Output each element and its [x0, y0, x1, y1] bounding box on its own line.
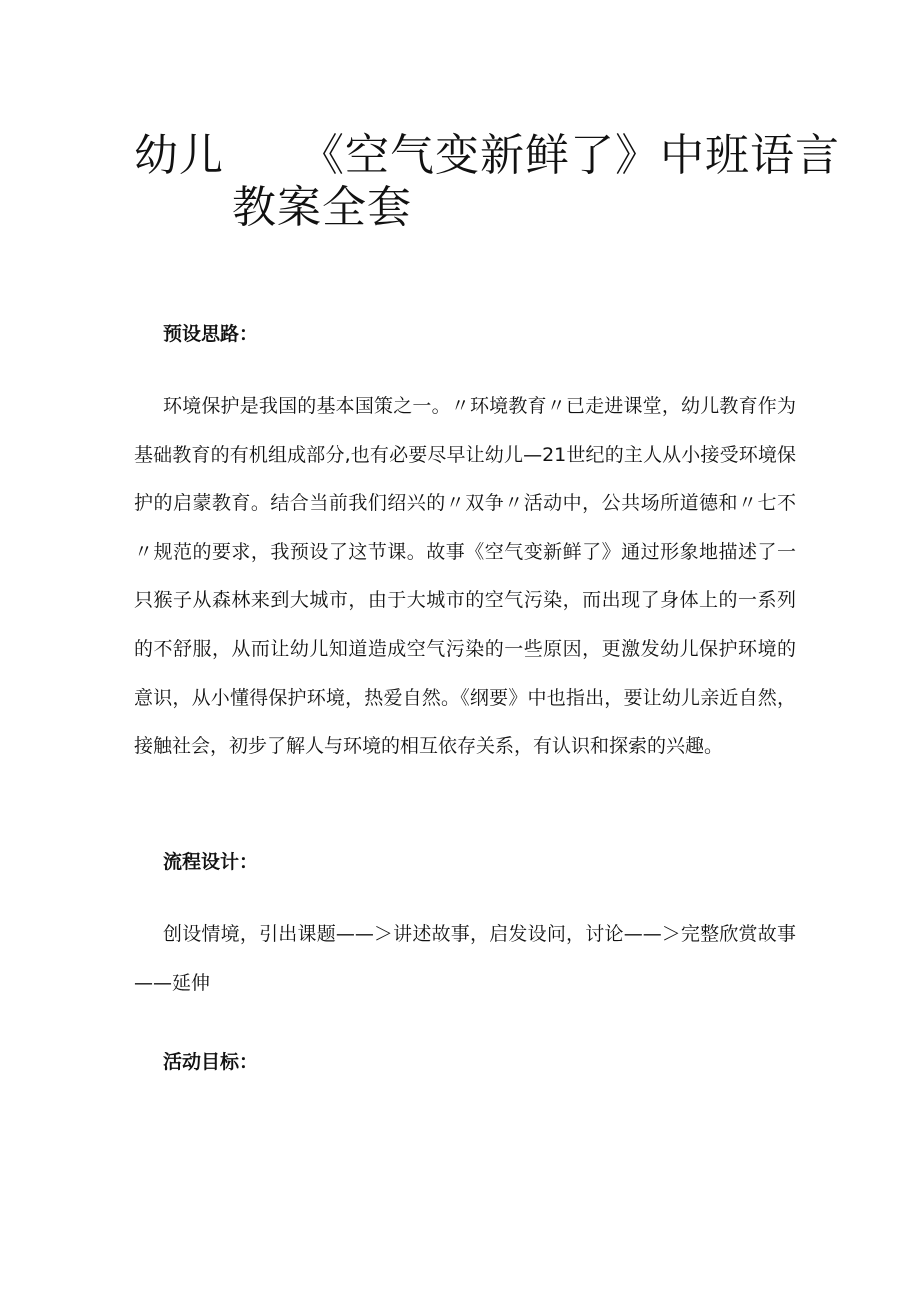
section-body-preset-idea: 环境保护是我国的基本国策之一。〃环境教育〃已走进课堂，幼儿教育作为基础教育的有机组成部分,也有必要尽早让幼儿—21世纪的主人从小接受环境保护的启蒙教育。结合当前我们绍兴的〃双争〃活动中，公共场所道德和〃七不〃规范的要求，我预设了这节课。故事《空气变新鲜了》通过形象地描述了一只猴子从森林来到大城市，由于大城市的空气污染，而出现了身体上的一系列的不舒服，从而让幼儿知道造成空气污染的一些原因，更激发幼儿保护环境的意识，从小懂得保护环境，热爱自然。《纲要》中也指出，要让幼儿亲近自然，接触社会，初步了解人与环境的相互依存关系，有认识和探索的兴趣。 — [134, 395, 796, 758]
section-heading-preset-idea: 预设思路： — [163, 323, 259, 345]
title-line-2: 教案全套 — [232, 182, 412, 233]
title-line-1-part-1: 幼儿 — [134, 130, 224, 181]
section-heading-process-design: 流程设计： — [163, 851, 259, 873]
section-heading-activity-goals: 活动目标： — [163, 1051, 259, 1073]
title-line-1-part-2: 《空气变新鲜了》中班语言 — [300, 130, 840, 181]
section-body-process-design: 创设情境，引出课题——＞讲述故事，启发设问，讨论——＞完整欣赏故事——延伸 — [134, 923, 796, 994]
